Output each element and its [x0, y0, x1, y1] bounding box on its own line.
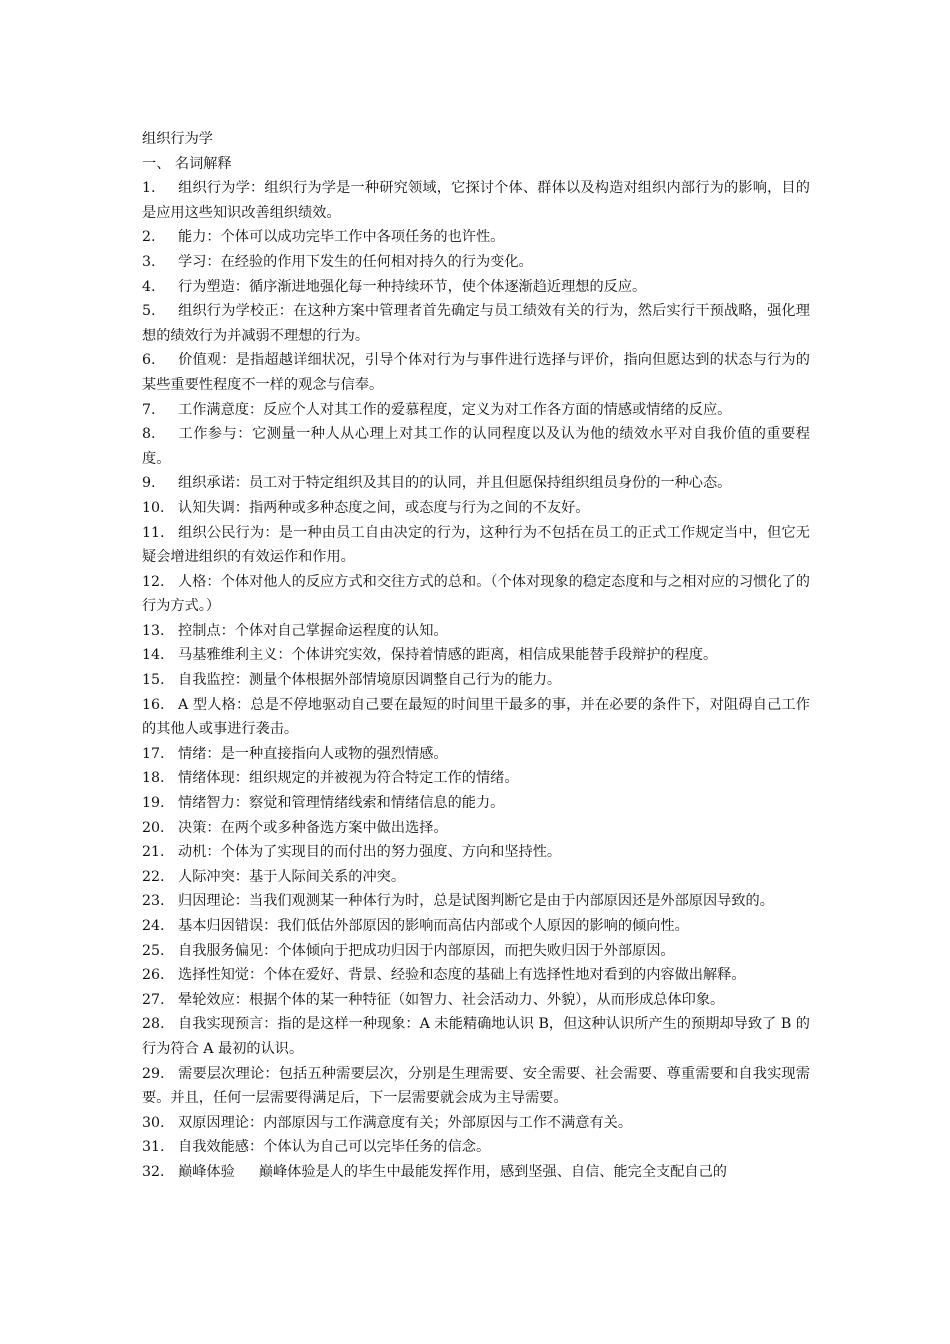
item-text: 晕轮效应：根据个体的某一种特征（如智力、社会活动力、外貌），从而形成总体印象。 [178, 991, 725, 1008]
item-number: 11. [142, 524, 165, 541]
list-item [142, 471, 810, 496]
item-number: 19. [142, 795, 165, 812]
list-item [142, 914, 810, 939]
list-item [142, 496, 810, 521]
item-number: 8. [142, 426, 156, 443]
list-item [142, 299, 810, 348]
item-text: 决策：在两个或多种备选方案中做出选择。 [178, 819, 448, 836]
item-text: 认知失调：指两种或多种态度之间，或态度与行为之间的不友好。 [178, 499, 590, 516]
list-item [142, 791, 810, 816]
list-item [142, 963, 810, 988]
item-text: 人际冲突：基于人际间关系的冲突。 [178, 868, 406, 885]
item-number: 21. [142, 844, 165, 861]
item-number: 32. [142, 1163, 165, 1180]
item-text: 人格：个体对他人的反应方式和交往方式的总和。（个体对现象的稳定态度和与之相对应的习惯化了的行为方式。） [142, 573, 810, 615]
item-number: 2. [142, 229, 156, 246]
item-number: 26. [142, 967, 165, 984]
list-item [142, 1135, 810, 1160]
item-text: 价值观：是指超越详细状况，引导个体对行为与事件进行选择与评价，指向但愿达到的状态与行为的某些重要性程度不一样的观念与信奉。 [142, 352, 810, 393]
item-text: 情绪智力：察觉和管理情绪线索和情绪信息的能力。 [178, 795, 505, 812]
item-text: A 型人格：总是不停地驱动自己要在最短的时间里干最多的事，并在必要的条件下，对阻碍自己工作的其他人或事进行袭击。 [142, 696, 810, 738]
item-number: 20. [142, 819, 165, 836]
list-item [142, 988, 810, 1013]
list-item [142, 422, 810, 471]
list-item [142, 1062, 810, 1111]
item-text: 基本归因错误：我们低估外部原因的影响而高估内部或个人原因的影响的倾向性。 [178, 918, 689, 934]
item-term: 巅峰体验 [178, 1163, 235, 1180]
item-text: 情绪：是一种直接指向人或物的强烈情感。 [178, 745, 448, 762]
definition-list [142, 176, 810, 1160]
item-text: 归因理论：当我们观测某一种体行为时，总是试图判断它是由于内部原因还是外部原因导致的。 [178, 893, 774, 910]
item-text: 需要层次理论：包括五种需要层次，分别是生理需要、安全需要、社会需要、尊重需要和自我实现需要。并且，任何一层需要得满足后，下一层需要就会成为主导需要。 [142, 1065, 810, 1107]
list-item [142, 250, 810, 275]
list-item [142, 742, 810, 767]
list-item [142, 865, 810, 890]
list-item [142, 668, 810, 693]
item-number: 30. [142, 1114, 165, 1131]
item-number: 4. [142, 278, 156, 295]
list-item-32 [142, 1160, 810, 1185]
item-number: 1. [142, 180, 156, 197]
list-item [142, 348, 810, 397]
list-item [142, 619, 810, 644]
list-item [142, 840, 810, 865]
list-item [142, 1012, 810, 1061]
item-text: 选择性知觉：个体在爱好、背景、经验和态度的基础上有选择性地对看到的内容做出解释。 [178, 967, 746, 984]
item-text: 自我实现预言：指的是这样一种现象：A 未能精确地认识 B，但这种认识所产生的预期却导致了 B 的行为符合 A 最初的认识。 [142, 1016, 810, 1057]
item-number: 29. [142, 1065, 165, 1082]
item-number: 31. [142, 1139, 165, 1156]
item-number: 9. [142, 475, 156, 492]
item-text: 马基雅维利主义：个体讲究实效，保持着情感的距离，相信成果能替手段辩护的程度。 [178, 647, 718, 664]
item-number: 3. [142, 253, 156, 270]
document-page [142, 127, 810, 1185]
item-number: 14. [142, 647, 165, 664]
item-number: 15. [142, 672, 165, 689]
list-item [142, 398, 810, 423]
item-text: 组织行为学校正：在这种方案中管理者首先确定与员工绩效有关的行为，然后实行干预战略，强化理想的绩效行为并减弱不理想的行为。 [142, 303, 810, 344]
item-text: 自我服务偏见：个体倾向于把成功归因于内部原因，而把失败归因于外部原因。 [178, 942, 675, 959]
item-text: 行为塑造：循序渐进地强化每一种持续环节，使个体逐渐趋近理想的反应。 [178, 278, 647, 295]
item-number: 12. [142, 573, 165, 590]
item-number: 18. [142, 770, 165, 787]
item-number: 28. [142, 1016, 165, 1033]
item-text: 能力：个体可以成功完毕工作中各项任务的也许性。 [178, 229, 505, 246]
item-number: 27. [142, 991, 165, 1008]
list-item [142, 889, 810, 914]
item-text: 自我监控：测量个体根据外部情境原因调整自己行为的能力。 [178, 672, 562, 689]
item-text: 组织承诺：员工对于特定组织及其目的的认同，并且但愿保持组织组员身份的一种心态。 [178, 475, 732, 492]
list-item [142, 816, 810, 841]
item-text: 双原因理论：内部原因与工作满意度有关；外部原因与工作不满意有关。 [178, 1114, 633, 1131]
list-item [142, 766, 810, 791]
list-item [142, 570, 810, 619]
item-number: 10. [142, 499, 165, 516]
item-text: 工作参与：它测量一种人从心理上对其工作的认同程度以及认为他的绩效水平对自我价值的重要程度。 [142, 426, 810, 467]
item-number: 6. [142, 352, 156, 369]
item-number: 7. [142, 401, 156, 418]
section-heading: 一、 名词解释 [142, 155, 232, 172]
list-item [142, 225, 810, 250]
item-text: 学习：在经验的作用下发生的任何相对持久的行为变化。 [178, 253, 533, 270]
list-item [142, 939, 810, 964]
item-number: 13. [142, 622, 165, 639]
document-title: 组织行为学 [142, 131, 213, 147]
list-item [142, 643, 810, 668]
list-item [142, 693, 810, 742]
item-number: 25. [142, 942, 165, 959]
item-text: 情绪体现：组织规定的并被视为符合特定工作的情绪。 [178, 770, 519, 787]
list-item [142, 1111, 810, 1136]
item-number: 16. [142, 696, 165, 713]
item-number: 22. [142, 868, 165, 885]
item-text: 控制点：个体对自己掌握命运程度的认知。 [178, 622, 448, 639]
item-text: 动机：个体为了实现目的而付出的努力强度、方向和坚持性。 [178, 844, 562, 861]
item-number: 5. [142, 303, 156, 320]
item-number: 17. [142, 745, 165, 762]
item-number: 23. [142, 893, 165, 910]
item-text: 组织行为学：组织行为学是一种研究领域，它探讨个体、群体以及构造对组织内部行为的影响，目的是应用这些知识改善组织绩效。 [142, 180, 810, 221]
item-number: 24. [142, 918, 165, 934]
item-text: 巅峰体验是人的毕生中最能发挥作用，感到坚强、自信、能完全支配自己的 [258, 1163, 727, 1180]
list-item [142, 176, 810, 225]
item-text: 工作满意度：反应个人对其工作的爱慕程度，定义为对工作各方面的情感或情绪的反应。 [178, 401, 732, 418]
list-item [142, 275, 810, 300]
list-item [142, 521, 810, 570]
item-text: 组织公民行为：是一种由员工自由决定的行为，这种行为不包括在员工的正式工作规定当中，但它无疑会增进组织的有效运作和作用。 [142, 524, 810, 566]
item-text: 自我效能感：个体认为自己可以完毕任务的信念。 [178, 1139, 491, 1156]
